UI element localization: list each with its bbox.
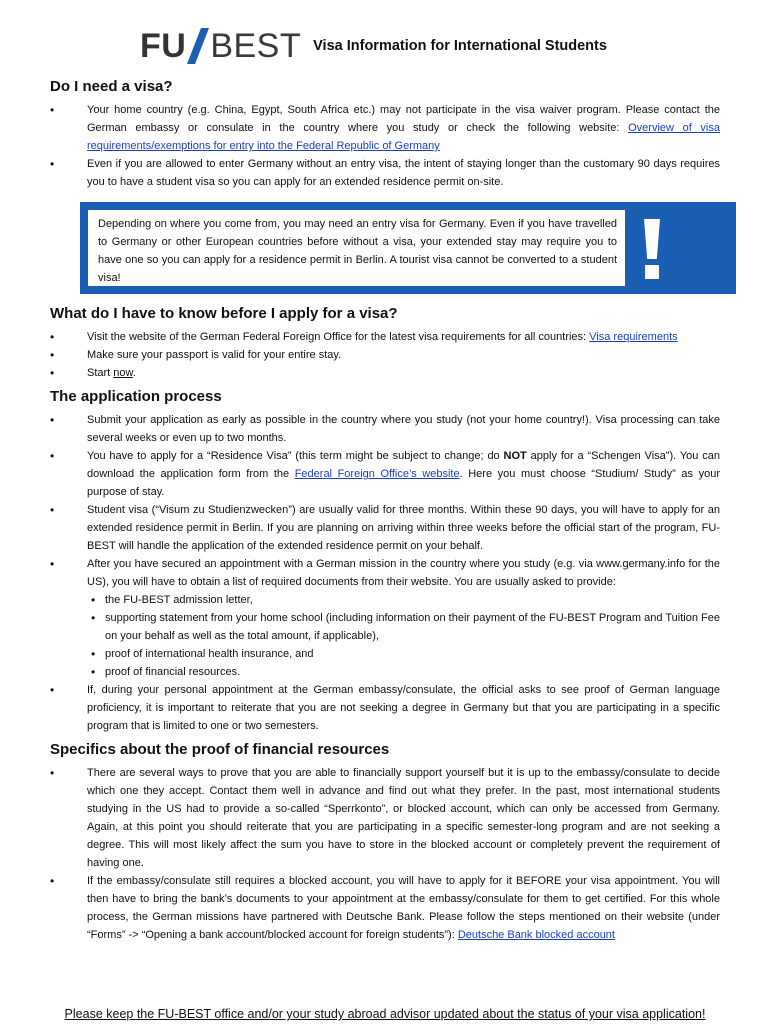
section-heading: Do I need a visa? xyxy=(50,78,173,95)
list-item-text: Visit the website of the German Federal Foreign Office for the latest visa requirements for all countries: xyxy=(87,331,590,343)
fu-best-logo xyxy=(140,28,301,64)
list-item xyxy=(50,447,720,501)
visa-requirements-link[interactable]: Visa requirements xyxy=(589,331,678,343)
list-item xyxy=(50,328,720,346)
section-heading: Specifics about the proof of financial resources xyxy=(50,741,390,758)
sub-list-item: • supporting statement from your home school (including information on their payment of the FU-BEST Program and Tuition Fee on your behalf as well as the total amount, if applicable), xyxy=(87,609,720,645)
section-heading: The application process xyxy=(50,388,222,405)
emphasis-now: now xyxy=(113,367,133,379)
notice-text: Depending on where you come from, you may need an entry visa for Germany. Even if you have travelled to Germany or other European countries before without a visa, your extended stay may require you to have one so you can apply for a residence permit in Berlin. A tourist visa cannot be converted to a student visa! xyxy=(88,210,625,286)
section-before-apply xyxy=(50,305,720,382)
section-need-visa xyxy=(50,78,720,191)
list-item-text: apply for a “Schengen Visa”). You can download the application form from the xyxy=(87,450,720,480)
emphasis-not: NOT xyxy=(503,450,527,462)
sub-list-item: • the FU-BEST admission letter, xyxy=(87,591,720,609)
exclamation-icon xyxy=(644,219,660,279)
list-item: • If, during your personal appointment at the German embassy/consulate, the official asks to see proof of German language proficiency, it is important to reiterate that you are not seeking a degree in Germany but that you are participating in a specific program that is limited to one or two semesters. xyxy=(50,681,720,735)
list-item: • There are several ways to prove that you are able to financially support yourself but it is up to the embassy/consulate to decide which one they accept. Contact them well in advance and find out what they prefer. In the past, most international students studying in the US had to provide a so-called “Sperrkonto”, or blocked account, which can only be accessed from Germany. Again, at this point you should reiterate that you are participating in a specific semester-long program and are not seeking a degree. This will most likely affect the sum you have to store in the blocked account or completely prevent the requirement of having one. xyxy=(50,764,720,872)
list-item xyxy=(50,364,720,382)
list-item-text: Your home country (e.g. China, Egypt, South Africa etc.) may not participate in the visa waiver program. Please contact the German embassy or consulate in the country where you study or check the following website: xyxy=(87,104,720,134)
visa-requirements-overview-link[interactable]: Overview of visa requirements/exemptions for entry into the Federal Republic of Germany xyxy=(87,122,720,152)
bullet-list xyxy=(50,101,720,191)
footer-note: Please keep the FU-BEST office and/or your study abroad advisor updated about the status of your visa application! xyxy=(64,1007,706,1021)
sub-bullet-list xyxy=(87,591,720,681)
list-item xyxy=(50,872,720,944)
list-item-text: If the embassy/consulate still requires a blocked account, you will have to apply for it BEFORE your visa appointment. You will then have to bring the bank’s documents to your appointment at the embassy/consulate for them to get certified. For this whole process, the German missions have partnered with Deutsche Bank. Please follow the steps mentioned on their website (under “Forms” -> “Opening a bank account/blocked account for foreign students”): xyxy=(87,875,720,941)
deutsche-bank-blocked-account-link[interactable]: Deutsche Bank blocked account xyxy=(457,929,615,941)
notice-box xyxy=(80,202,736,294)
sub-list-item: • proof of financial resources. xyxy=(87,663,720,681)
list-item xyxy=(50,101,720,155)
bullet-list xyxy=(50,411,720,735)
logo-fu: FU xyxy=(140,27,187,65)
page-title: Visa Information for International Students xyxy=(313,38,607,54)
list-item: • Student visa (“Visum zu Studienzwecken”) are usually valid for three months. Within these 90 days, you will have to apply for an extended residence permit in Berlin. If you are planning on arriving within three weeks before the official start of the program, FU-BEST will handle the application of the extended residence permit on your behalf. xyxy=(50,501,720,555)
section-financial-proof xyxy=(50,741,720,944)
list-item-text: . Here you must choose “Studium/ Study” as your purpose of stay. xyxy=(87,468,720,498)
list-item-text: You have to apply for a “Residence Visa” (this term might be subject to change; do xyxy=(87,450,504,462)
list-item-text: After you have secured an appointment with a German mission in the country where you study (e.g. via www.germany.info for the US), you will have to obtain a list of required documents from their website. You are usually asked to provide: xyxy=(87,558,720,588)
sub-list-item: • proof of international health insurance, and xyxy=(87,645,720,663)
logo-best: BEST xyxy=(210,27,302,65)
bullet-list xyxy=(50,328,720,382)
list-item: • Make sure your passport is valid for your entire stay. xyxy=(50,346,720,364)
header xyxy=(140,26,607,66)
list-item xyxy=(50,555,720,681)
list-item: • Even if you are allowed to enter Germany without an entry visa, the intent of staying longer than the customary 90 days requires you to have a student visa so you can apply for an extended residence permit on-site. xyxy=(50,155,720,191)
document-body xyxy=(50,78,720,944)
list-item-text: . xyxy=(132,367,136,379)
section-heading: What do I have to know before I apply for a visa? xyxy=(50,305,398,322)
list-item-text: Start xyxy=(87,367,114,379)
list-item: • Submit your application as early as possible in the country where you study (not your home country!). Visa processing can take several weeks or even up to two months. xyxy=(50,411,720,447)
bullet-list xyxy=(50,764,720,944)
section-application-process xyxy=(50,388,720,735)
logo-slash-icon xyxy=(187,28,209,64)
foreign-office-website-link[interactable]: Federal Foreign Office’s website xyxy=(294,468,460,480)
